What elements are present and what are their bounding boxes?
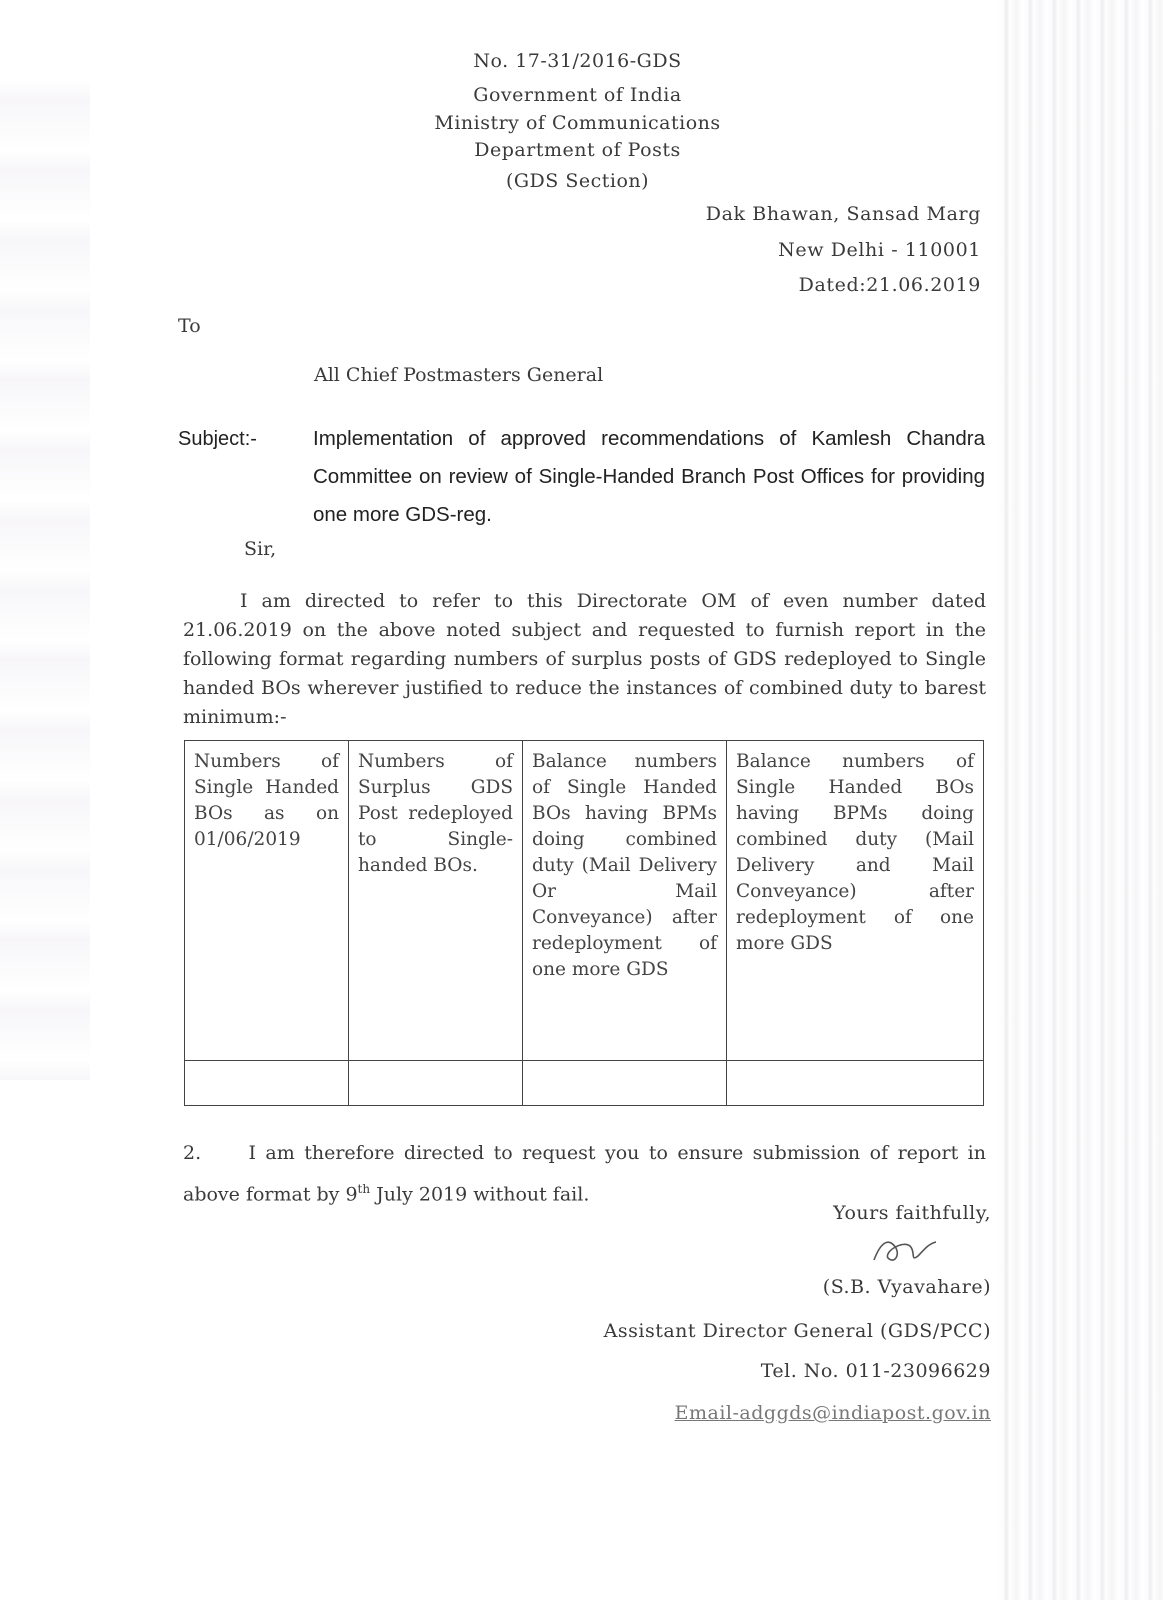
table-header-cell: Balance numbers of Single Handed BOs having BPMs doing combined duty (Mail Delivery and Mail Conveyance) after redeployment of one more GDS	[727, 741, 984, 1061]
report-format-table	[184, 740, 984, 1106]
table-row	[185, 1061, 984, 1106]
table-header-cell: Numbers of Surplus GDS Post redeployed to Single-handed BOs.	[349, 741, 523, 1061]
body-paragraph-1: I am directed to refer to this Directorate OM of even number dated 21.06.2019 on the above noted subject and requested to furnish report in the following format regarding numbers of surplus posts of GDS redeployed to Single handed BOs wherever justified to reduce the instances of combined duty to barest minimum:-	[183, 590, 986, 728]
file-number: No. 17-31/2016-GDS	[473, 50, 682, 72]
table-header-cell: Balance numbers of Single Handed BOs having BPMs doing combined duty (Mail Delivery Or Mail Conveyance) after redeployment of one more GDS	[523, 741, 727, 1061]
addressee: All Chief Postmasters General	[314, 364, 604, 386]
address-line-1: Dak Bhawan, Sansad Marg	[705, 203, 981, 225]
table-header-row	[185, 741, 984, 1061]
scan-artifact-left	[0, 80, 90, 1080]
table-cell	[349, 1061, 523, 1106]
table-header-cell: Numbers of Single Handed BOs as on 01/06/2019	[185, 741, 349, 1061]
org-government: Government of India	[473, 84, 682, 106]
paragraph-2-text: 2. I am therefore directed to request you to ensure submission of report in above format by 9	[183, 1142, 993, 1206]
scan-artifact-right	[998, 0, 1163, 1600]
signatory-phone: Tel. No. 011-23096629	[760, 1360, 991, 1382]
table-cell	[727, 1061, 984, 1106]
table-cell	[523, 1061, 727, 1106]
body-paragraph-2	[183, 1135, 993, 1212]
signatory-email[interactable]: Email-adggds@indiapost.gov.in	[674, 1402, 991, 1424]
closing: Yours faithfully,	[833, 1202, 991, 1224]
ordinal-suffix: th	[357, 1182, 371, 1196]
to-label: To	[178, 315, 201, 337]
handwritten-initials-icon	[866, 1226, 946, 1272]
signatory-name: (S.B. Vyavahare)	[822, 1276, 991, 1298]
org-section: (GDS Section)	[505, 170, 650, 192]
address-line-2: New Delhi - 110001	[778, 239, 981, 261]
signatory-designation: Assistant Director General (GDS/PCC)	[603, 1320, 991, 1342]
paragraph-2-text-end: July 2019 without fail.	[370, 1183, 590, 1206]
salutation: Sir,	[244, 538, 277, 560]
subject-label: Subject:-	[178, 428, 257, 450]
org-ministry: Ministry of Communications	[434, 112, 721, 134]
org-department: Department of Posts	[474, 139, 681, 161]
subject-text: Implementation of approved recommendations of Kamlesh Chandra Committee on review of Single-Handed Branch Post Offices for providing one more GDS-reg.	[313, 427, 985, 526]
letter-date: Dated:21.06.2019	[798, 274, 981, 296]
table-cell	[185, 1061, 349, 1106]
